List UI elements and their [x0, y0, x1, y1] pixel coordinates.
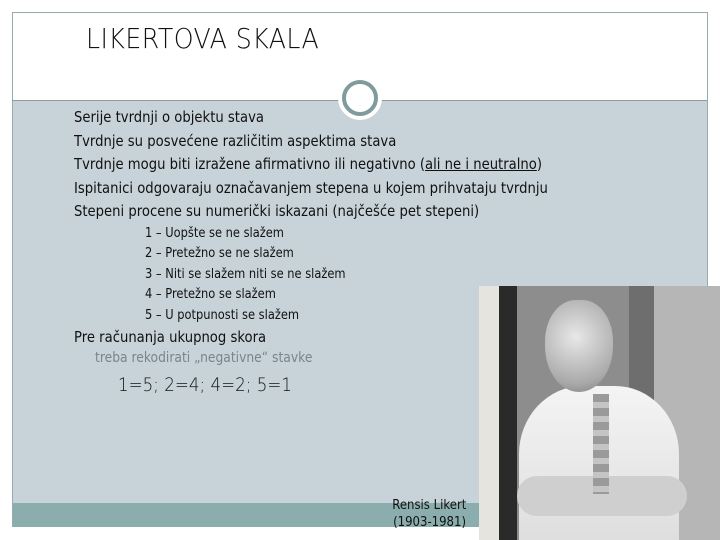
- bullet-2: Tvrdnje su posvećene različitim aspektima stava: [74, 132, 397, 150]
- rensis-likert-photo: [479, 286, 720, 540]
- bullet-3-text: Tvrdnje mogu biti izražene afirmativno ili negativno (: [74, 155, 426, 173]
- slide-border-top: [12, 12, 707, 13]
- bullet-3-underlined: ali ne i neutralno: [425, 155, 537, 173]
- bullet-1: Serije tvrdnji o objektu stava: [74, 108, 264, 126]
- scale-item: 4 – Pretežno se slažem: [145, 287, 276, 302]
- slide-title: LIKERTOVA SKALA: [86, 22, 320, 55]
- scale-item: 1 – Uopšte se ne slažem: [145, 226, 284, 241]
- bullet-3-suffix: ): [536, 155, 543, 173]
- caption-name: Rensis Likert: [391, 498, 466, 513]
- caption-years: (1903-1981): [393, 515, 466, 530]
- scoring-bullet: Pre računanja ukupnog skora: [74, 328, 267, 346]
- scale-item: 2 – Pretežno se ne slažem: [145, 246, 294, 261]
- scale-item: 5 – U potpunosti se slažem: [145, 308, 300, 323]
- photo-head: [545, 300, 613, 392]
- scale-item: 3 – Niti se slažem niti se ne slažem: [145, 267, 346, 282]
- bullet-5: Stepeni procene su numerički iskazani (najčešće pet stepeni): [74, 202, 480, 220]
- photo-tie: [593, 394, 609, 494]
- ring-ornament-icon: [338, 76, 382, 120]
- bullet-4: Ispitanici odgovaraju označavanjem stepena u kojem prihvataju tvrdnju: [74, 179, 548, 197]
- recode-note: treba rekodirati „negativne“ stavke: [95, 350, 313, 366]
- recode-mapping: 1=5; 2=4; 4=2; 5=1: [118, 374, 292, 396]
- bullet-3: [74, 155, 542, 173]
